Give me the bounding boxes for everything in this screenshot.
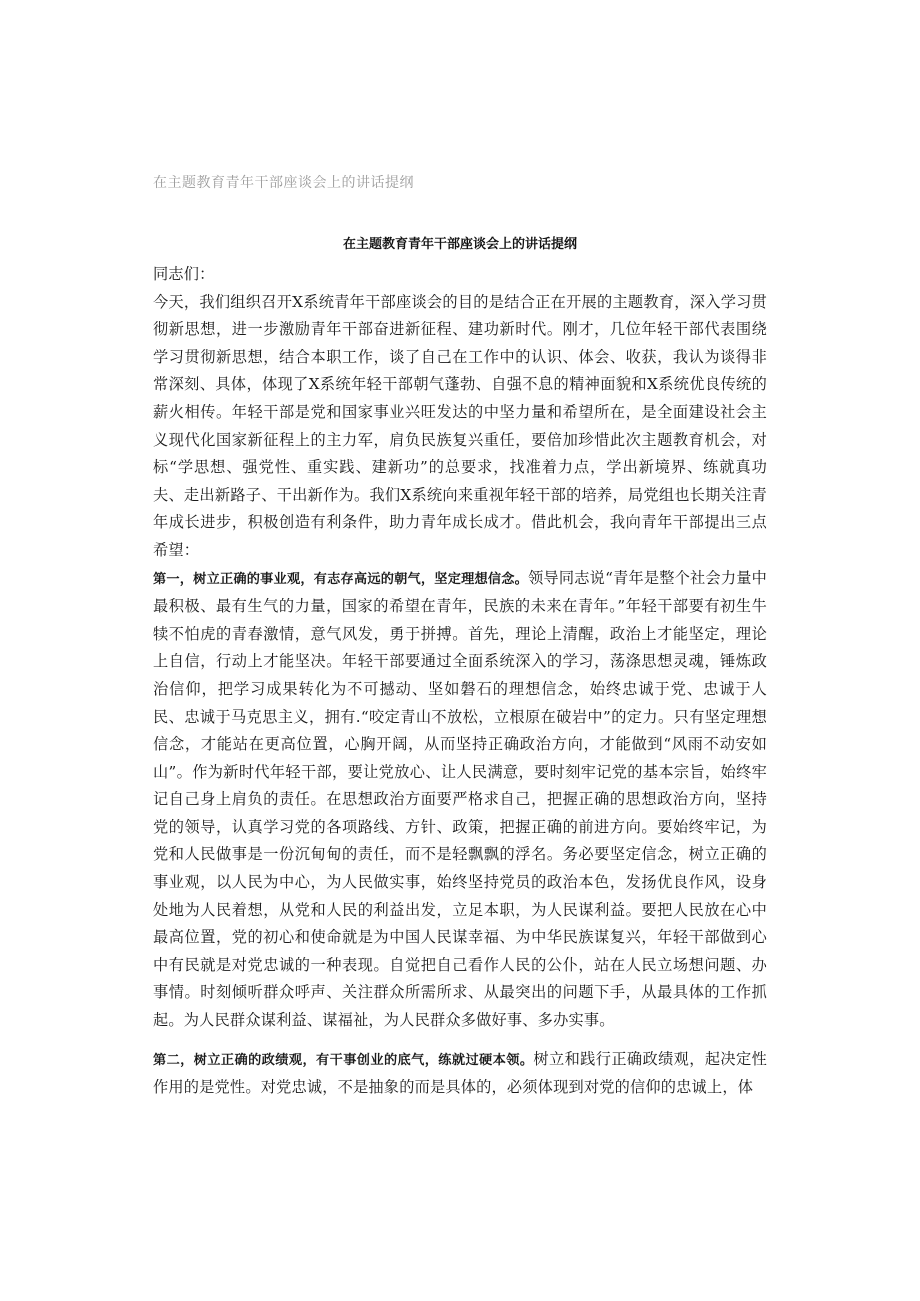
section-2-paragraph	[153, 1046, 767, 1102]
section-1-lead: 第一，树立正确的事业观，有志存高远的朝气，坚定理想信念。	[153, 571, 529, 587]
section-2-lead: 第二，树立正确的政绩观，有干事创业的底气，练就过硬本领。	[153, 1052, 534, 1068]
section-1-text: 领导同志说“青年是整个社会力量中最积极、最有生气的力量，国家的希望在青年，民族的未来在青年。”年轻干部要有初生牛犊不怕虎的青春激情，意气风发，勇于拼搏。首先，理论上清醒，政治上才能坚定，理论上自信，行动上才能坚决。年轻干部要通过全面系统深入的学习，荡涤思想灵魂，锤炼政治信仰，把学习成果转化为不可撼动、坚如磐石的理想信念，始终忠诚于党、忠诚于人民、忠诚于马克思主义，拥有.“咬定青山不放松，立根原在破岩中”的定力。只有坚定理想信念，才能站在更高位置，心胸开阔，从而坚持正确政治方向，才能做到“风雨不动安如山”。作为新时代年轻干部，要让党放心、让人民满意，要时刻牢记党的基本宗旨，始终牢记自己身上肩负的责任。在思想政治方面要严格求自己，把握正确的思想政治方向，坚持党的领导，认真学习党的各项路线、方针、政策，把握正确的前进方向。要始终牢记，为党和人民做事是一份沉甸甸的责任，而不是轻飘飘的浮名。务必要坚定信念，树立正确的事业观，以人民为中心，为人民做实事，始终坚持党员的政治本色，发扬优良作风，设身处地为人民着想，从党和人民的利益出发，立足本职，为人民谋利益。要把人民放在心中最高位置，党的初心和使命就是为中国人民谋幸福、为中华民族谋复兴，年轻干部做到心中有民就是对党忠诚的一种表现。自觉把自己看作人民的公仆，站在人民立场想问题、办事情。时刻倾听群众呼声、关注群众所需所求、从最突出的问题下手，从最具体的工作抓起。为人民群众谋利益、谋福祉，为人民群众多做好事、多办实事。	[153, 568, 767, 1030]
section-1-paragraph	[153, 565, 767, 1035]
document-title: 在主题教育青年干部座谈会上的讲话提纲	[342, 237, 577, 252]
section-2-text: 树立和践行正确政绩观，起决定性作用的是党性。对党忠诚，不是抽象的而是具体的，必须体现到对党的信仰的忠诚上，体	[153, 1049, 767, 1097]
document-body	[153, 261, 767, 1102]
header-title: 在主题教育青年干部座谈会上的讲话提纲	[153, 175, 414, 191]
paragraph-gap	[153, 1035, 767, 1046]
intro-paragraph: 今天，我们组织召开X系统青年干部座谈会的目的是结合正在开展的主题教育，深入学习贯彻新思想，进一步激励青年干部奋进新征程、建功新时代。刚才，几位年轻干部代表围绕学习贯彻新思想，结合本职工作，谈了自己在工作中的认识、体会、收获，我认为谈得非常深刻、具体，体现了X系统年轻干部朝气蓬勃、自强不息的精神面貌和X系统优良传统的薪火相传。年轻干部是党和国家事业兴旺发达的中坚力量和希望所在，是全面建设社会主义现代化国家新征程上的主力军，肩负民族复兴重任，要倍加珍惜此次主题教育机会，对标“学思想、强党性、重实践、建新功”的总要求，找准着力点，学出新境界、练就真功夫、走出新路子、干出新作为。我们X系统向来重视年轻干部的培养，局党组也长期关注青年成长进步，积极创造有利条件，助力青年成长成才。借此机会，我向青年干部提出三点希望：	[153, 292, 767, 559]
salutation: 同志们：	[153, 265, 215, 283]
